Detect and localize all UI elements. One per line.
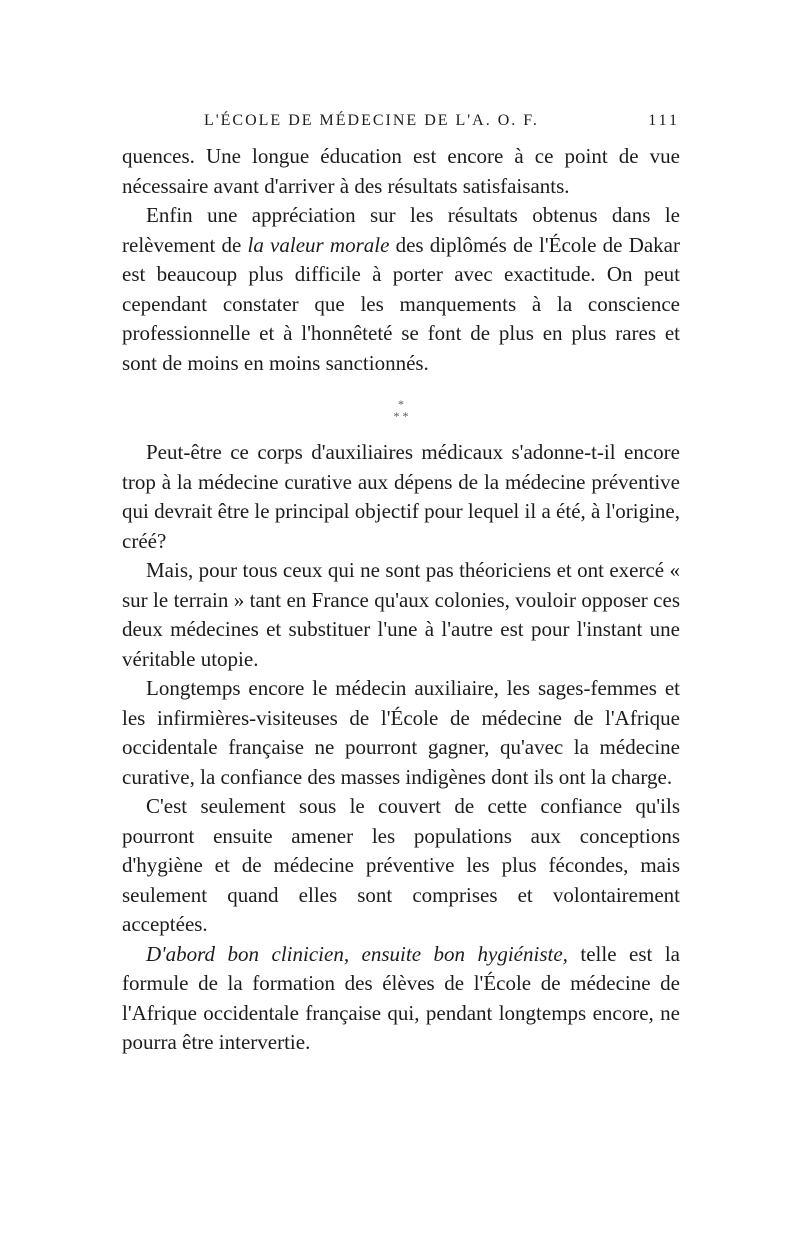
- paragraph: Mais, pour tous ceux qui ne sont pas théoriciens et ont exercé « sur le terrain » tant en France qu'aux colonies, vouloir opposer ces deux médecines et substituer l'une à l'autre est pour l'instant une véritable utopie.: [122, 558, 680, 671]
- paragraph: Peut-être ce corps d'auxiliaires médicaux s'adonne-t-il encore trop à la médecine curative aux dépens de la médecine préventive qui devrait être le principal objectif pour lequel il a été, à l'origine, créé?: [122, 440, 680, 553]
- book-page: [122, 112, 680, 1058]
- paragraph-text: Enfin une appréciation sur les résultats obtenus dans le relèvement de: [122, 203, 680, 257]
- paragraph: [122, 201, 680, 378]
- paragraph-text: telle est la formule de la formation des élèves de l'École de médecine de l'Afrique occidentale française qui, pendant longtemps encore, ne pourra être intervertie.: [122, 941, 680, 1054]
- paragraph-text: des diplômés de l'École de Dakar est beaucoup plus difficile à porter avec exactitude. On peut cependant constater que les manquements à la conscience professionnelle et à l'honnêteté se font de plus en plus rares et sont de moins en moins sanctionnés.: [122, 232, 680, 375]
- paragraph: [122, 940, 680, 1058]
- running-title: L'ÉCOLE DE MÉDECINE DE L'A. O. F.: [204, 112, 539, 129]
- running-header: [122, 112, 680, 142]
- page-number: 111: [648, 112, 680, 129]
- paragraph: Longtemps encore le médecin auxiliaire, les sages-femmes et les infirmières-visiteuses de l'École de médecine de l'Afrique occidentale française ne pourront gagner, qu'avec la médecine curative, la confiance des masses indigènes dont ils ont la charge.: [122, 676, 680, 789]
- paragraph: C'est seulement sous le couvert de cette confiance qu'ils pourront ensuite amener les populations aux conceptions d'hygiène et de médecine préventive les plus fécondes, mais seulement quand elles sont comprises et volontairement acceptées.: [122, 794, 680, 936]
- asterisk-bottom: * *: [393, 409, 409, 423]
- section-separator: [122, 378, 680, 438]
- asterisk-top: *: [398, 397, 404, 411]
- paragraph: quences. Une longue éducation est encore à ce point de vue nécessaire avant d'arriver à des résultats satisfaisants.: [122, 144, 680, 198]
- emphasis-text: la valeur morale: [247, 232, 390, 257]
- emphasis-text: D'abord bon clinicien, ensuite bon hygiéniste,: [146, 941, 568, 966]
- page-body: [122, 142, 680, 1058]
